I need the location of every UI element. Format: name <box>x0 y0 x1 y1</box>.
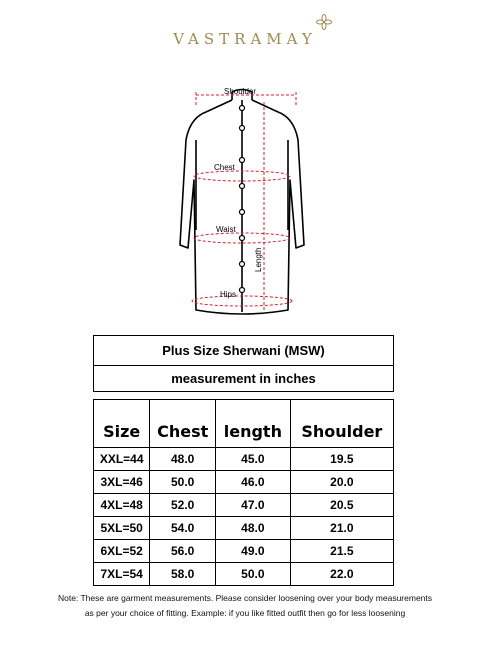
length-cell: 45.0 <box>216 448 291 471</box>
shoulder-cell: 21.0 <box>290 517 393 540</box>
chest-cell: 48.0 <box>150 448 216 471</box>
chest-cell: 54.0 <box>150 517 216 540</box>
brand-logo-text: VASTRAMAY <box>173 30 317 48</box>
sherwani-outline <box>150 80 340 330</box>
note-line-2: as per your choice of fitting. Example: if you like fitted outfit then go for less loosening <box>84 608 406 618</box>
length-cell: 46.0 <box>216 471 291 494</box>
shoulder-cell: 19.5 <box>290 448 393 471</box>
length-cell: 49.0 <box>216 540 291 563</box>
hips-label: Hips <box>220 290 237 299</box>
chest-cell: 50.0 <box>150 471 216 494</box>
header-shoulder: Shoulder <box>290 400 393 448</box>
header-length: length <box>216 400 291 448</box>
table-row <box>94 563 394 586</box>
header-chest: Chest <box>150 400 216 448</box>
size-cell: 5XL=50 <box>94 517 150 540</box>
shoulder-cell: 22.0 <box>290 563 393 586</box>
shoulder-cell: 20.0 <box>290 471 393 494</box>
table-spacer <box>94 392 394 400</box>
shoulder-cell: 20.5 <box>290 494 393 517</box>
table-title-row <box>94 336 394 366</box>
shoulder-cell: 21.5 <box>290 540 393 563</box>
table-subtitle-row <box>94 366 394 392</box>
garment-note <box>0 591 490 621</box>
length-label: Length <box>254 247 263 272</box>
shoulder-label: Shoulder <box>224 87 257 96</box>
chest-label: Chest <box>214 163 235 172</box>
size-cell: XXL=44 <box>94 448 150 471</box>
sherwani-diagram <box>150 80 340 330</box>
table-row <box>94 540 394 563</box>
table-row <box>94 494 394 517</box>
table-row <box>94 517 394 540</box>
table-title: Plus Size Sherwani (MSW) <box>94 336 394 366</box>
chest-cell: 56.0 <box>150 540 216 563</box>
table-row <box>94 471 394 494</box>
length-cell: 48.0 <box>216 517 291 540</box>
note-line-1: Note: These are garment measurements. Please consider loosening over your body measurements <box>57 593 433 603</box>
brand-header <box>0 30 490 49</box>
table-spacer-row <box>94 392 394 400</box>
chest-cell: 52.0 <box>150 494 216 517</box>
size-cell: 3XL=46 <box>94 471 150 494</box>
table-subtitle: measurement in inches <box>94 366 394 392</box>
header-size: Size <box>94 400 150 448</box>
waist-label: Waist <box>216 225 236 234</box>
length-cell: 50.0 <box>216 563 291 586</box>
size-cell: 7XL=54 <box>94 563 150 586</box>
brand-flower-icon <box>316 14 332 30</box>
table-row <box>94 448 394 471</box>
size-chart-table <box>93 335 394 586</box>
chest-cell: 58.0 <box>150 563 216 586</box>
size-cell: 4XL=48 <box>94 494 150 517</box>
table-header-row <box>94 400 394 448</box>
length-cell: 47.0 <box>216 494 291 517</box>
size-cell: 6XL=52 <box>94 540 150 563</box>
